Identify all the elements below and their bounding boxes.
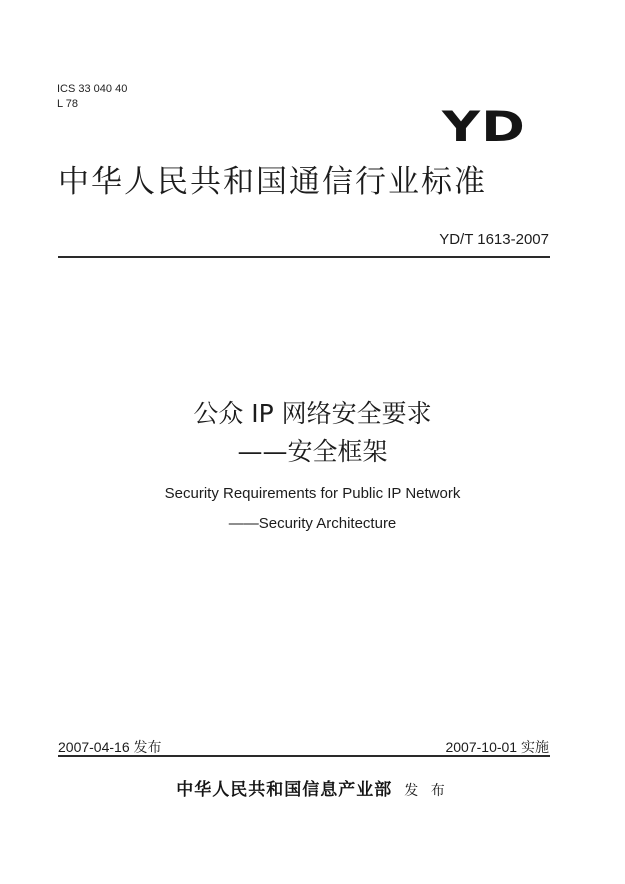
- classification-code: L 78: [57, 98, 79, 110]
- implementation-date: 2007-10-01 实施: [445, 739, 549, 755]
- top-divider: [58, 256, 550, 258]
- document-title-en-main: Security Requirements for Public IP Network: [164, 485, 461, 502]
- ics-classification: [57, 82, 127, 112]
- standard-category-title: 中华人民共和国通信行业标准: [58, 164, 487, 200]
- document-title-en-sub: ——Security Architecture: [228, 515, 397, 532]
- yd-logo: YD: [442, 102, 527, 151]
- ics-code: ICS 33 040 40: [57, 83, 128, 95]
- publisher-name: 中华人民共和国信息产业部: [176, 780, 393, 800]
- document-title-cn-main: 公众 IP 网络安全要求: [193, 399, 432, 428]
- publish-action: 发 布: [404, 783, 449, 799]
- document-title-cn-sub: ——安全框架: [237, 437, 388, 466]
- issue-date: 2007-04-16 发布: [58, 739, 162, 755]
- publisher-line: [0, 775, 625, 800]
- bottom-divider: [58, 755, 550, 757]
- standard-number: YD/T 1613-2007: [439, 231, 549, 248]
